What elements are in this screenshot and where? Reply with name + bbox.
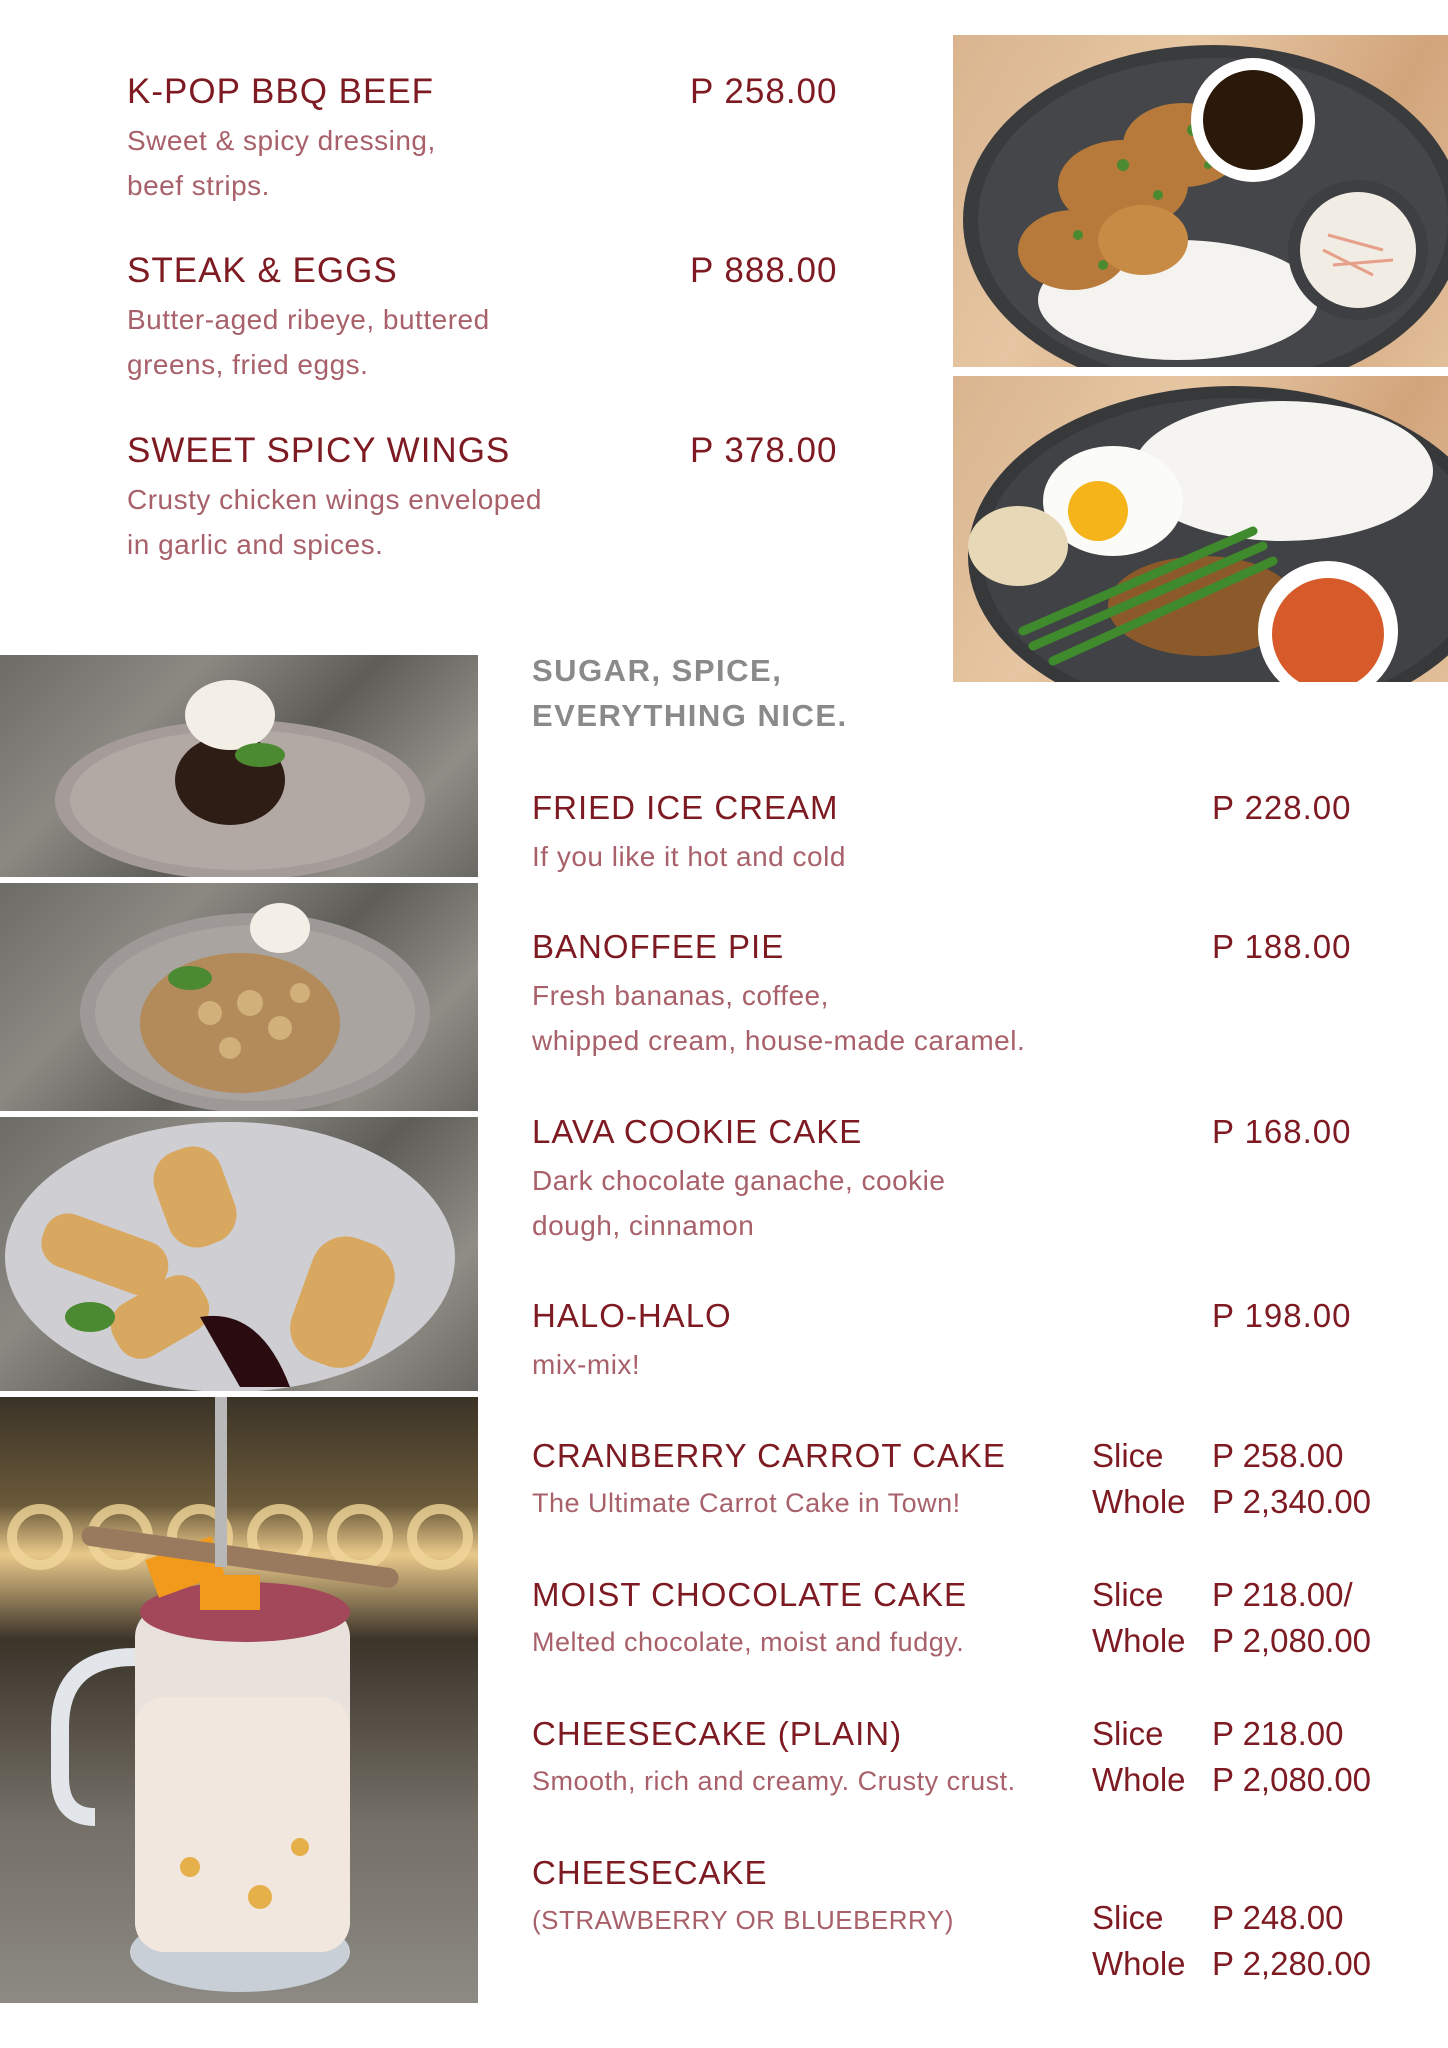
dessert-item-price: P 168.00	[1212, 1113, 1352, 1150]
photo-banoffee-pie	[0, 883, 478, 1111]
cake-item-desc: Melted chocolate, moist and fudgy.	[532, 1627, 965, 1657]
dessert-item-name: LAVA COOKIE CAKE	[532, 1113, 863, 1150]
photo-halo-halo	[0, 1397, 478, 2003]
main-item-desc: Crusty chicken wings enveloped in garlic and spices.	[127, 484, 542, 560]
dessert-item-desc: mix-mix!	[532, 1349, 641, 1380]
cake-whole-label: Whole	[1092, 1945, 1186, 1982]
cake-slice-label: Slice	[1092, 1576, 1164, 1613]
dessert-item-desc: If you like it hot and cold	[532, 841, 846, 872]
cake-whole-label: Whole	[1092, 1761, 1186, 1798]
cake-whole-label: Whole	[1092, 1483, 1186, 1520]
cake-whole-price: P 2,080.00	[1212, 1761, 1372, 1798]
cake-item-name: CHEESECAKE (PLAIN)	[532, 1715, 903, 1752]
cake-slice-label: Slice	[1092, 1899, 1164, 1936]
cake-whole-price: P 2,280.00	[1212, 1945, 1372, 1982]
cake-whole-label: Whole	[1092, 1622, 1186, 1659]
cake-item-desc: The Ultimate Carrot Cake in Town!	[532, 1488, 961, 1518]
dessert-item-name: BANOFFEE PIE	[532, 928, 785, 965]
cake-item-desc: (STRAWBERRY OR BLUEBERRY)	[532, 1905, 954, 1935]
dessert-item-price: P 188.00	[1212, 928, 1352, 965]
cake-whole-price: P 2,080.00	[1212, 1622, 1372, 1659]
dessert-item-name: FRIED ICE CREAM	[532, 789, 839, 826]
dessert-item-price: P 228.00	[1212, 789, 1352, 826]
cake-slice-label: Slice	[1092, 1715, 1164, 1752]
cake-slice-label: Slice	[1092, 1437, 1164, 1474]
main-item-name: STEAK & EGGS	[127, 251, 398, 290]
dessert-item-name: HALO-HALO	[532, 1297, 732, 1334]
photo-fried-ice-cream	[0, 1117, 478, 1391]
photo-steak-eggs	[953, 376, 1448, 682]
photo-lava-cake	[0, 655, 478, 877]
main-item-price: P 258.00	[690, 72, 838, 111]
cake-item-name: CHEESECAKE	[532, 1854, 768, 1891]
cake-item-name: MOIST CHOCOLATE CAKE	[532, 1576, 968, 1613]
main-item-desc: Sweet & spicy dressing, beef strips.	[127, 125, 436, 201]
main-item-price: P 888.00	[690, 251, 838, 290]
main-item-price: P 378.00	[690, 431, 838, 470]
cake-item-desc: Smooth, rich and creamy. Crusty crust.	[532, 1766, 1016, 1796]
cake-slice-price: P 218.00	[1212, 1715, 1344, 1752]
cake-slice-price: P 218.00/	[1212, 1576, 1353, 1613]
dessert-item-desc: Fresh bananas, coffee, whipped cream, house-made caramel.	[532, 980, 1026, 1056]
photo-chicken-rice	[953, 35, 1448, 367]
main-item-name: SWEET SPICY WINGS	[127, 431, 511, 470]
cake-whole-price: P 2,340.00	[1212, 1483, 1372, 1520]
section-title: SUGAR, SPICE, EVERYTHING NICE.	[532, 653, 848, 733]
main-item-name: K-POP BBQ BEEF	[127, 72, 435, 111]
main-item-desc: Butter-aged ribeye, buttered greens, fried eggs.	[127, 304, 490, 380]
dessert-item-desc: Dark chocolate ganache, cookie dough, cinnamon	[532, 1165, 946, 1241]
cake-slice-price: P 258.00	[1212, 1437, 1344, 1474]
cake-item-name: CRANBERRY CARROT CAKE	[532, 1437, 1006, 1474]
cake-slice-price: P 248.00	[1212, 1899, 1344, 1936]
dessert-item-price: P 198.00	[1212, 1297, 1352, 1334]
